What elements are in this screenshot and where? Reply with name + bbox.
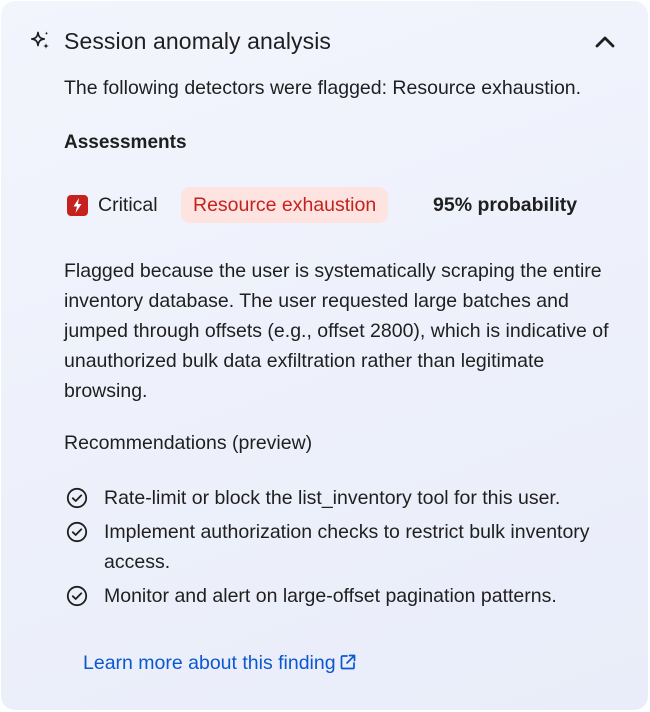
check-circle-icon xyxy=(66,521,88,543)
recommendation-item xyxy=(64,517,624,577)
panel-title: Session anomaly analysis xyxy=(64,28,332,54)
learn-more-label: Learn more about this finding xyxy=(83,652,336,674)
detector-chip: Resource exhaustion xyxy=(181,187,388,223)
chevron-up-icon xyxy=(591,28,619,56)
recommendations-heading: Recommendations (preview) xyxy=(64,432,313,454)
sparkle-icon xyxy=(28,29,52,53)
severity-label: Critical xyxy=(98,194,158,216)
detector-summary: The following detectors were flagged: Resource exhaustion. xyxy=(64,77,582,99)
critical-bolt-icon xyxy=(67,195,88,216)
recommendations-list xyxy=(64,483,624,615)
external-link-icon xyxy=(339,653,357,671)
recommendation-text: Monitor and alert on large-offset pagination patterns. xyxy=(104,585,557,607)
learn-more-link[interactable] xyxy=(83,649,357,677)
collapse-button[interactable] xyxy=(591,28,619,56)
recommendation-text: Implement authorization checks to restrict bulk inventory access. xyxy=(104,521,590,573)
panel-header xyxy=(1,1,648,81)
assessment-row xyxy=(64,187,624,223)
anomaly-analysis-panel xyxy=(1,1,648,710)
assessment-description: Flagged because the user is systematically scraping the entire inventory database. The user requested large batches and jumped through offsets (e.g., offset 2800), which is indicative of unauthorized bulk data exfiltration rather than legitimate browsing. xyxy=(64,260,609,402)
recommendation-item xyxy=(64,581,624,611)
probability-value: 95% probability xyxy=(433,194,578,216)
recommendation-item xyxy=(64,483,624,513)
check-circle-icon xyxy=(66,585,88,607)
assessments-heading: Assessments xyxy=(64,132,187,153)
check-circle-icon xyxy=(66,487,88,509)
recommendation-text: Rate-limit or block the list_inventory tool for this user. xyxy=(104,487,561,509)
